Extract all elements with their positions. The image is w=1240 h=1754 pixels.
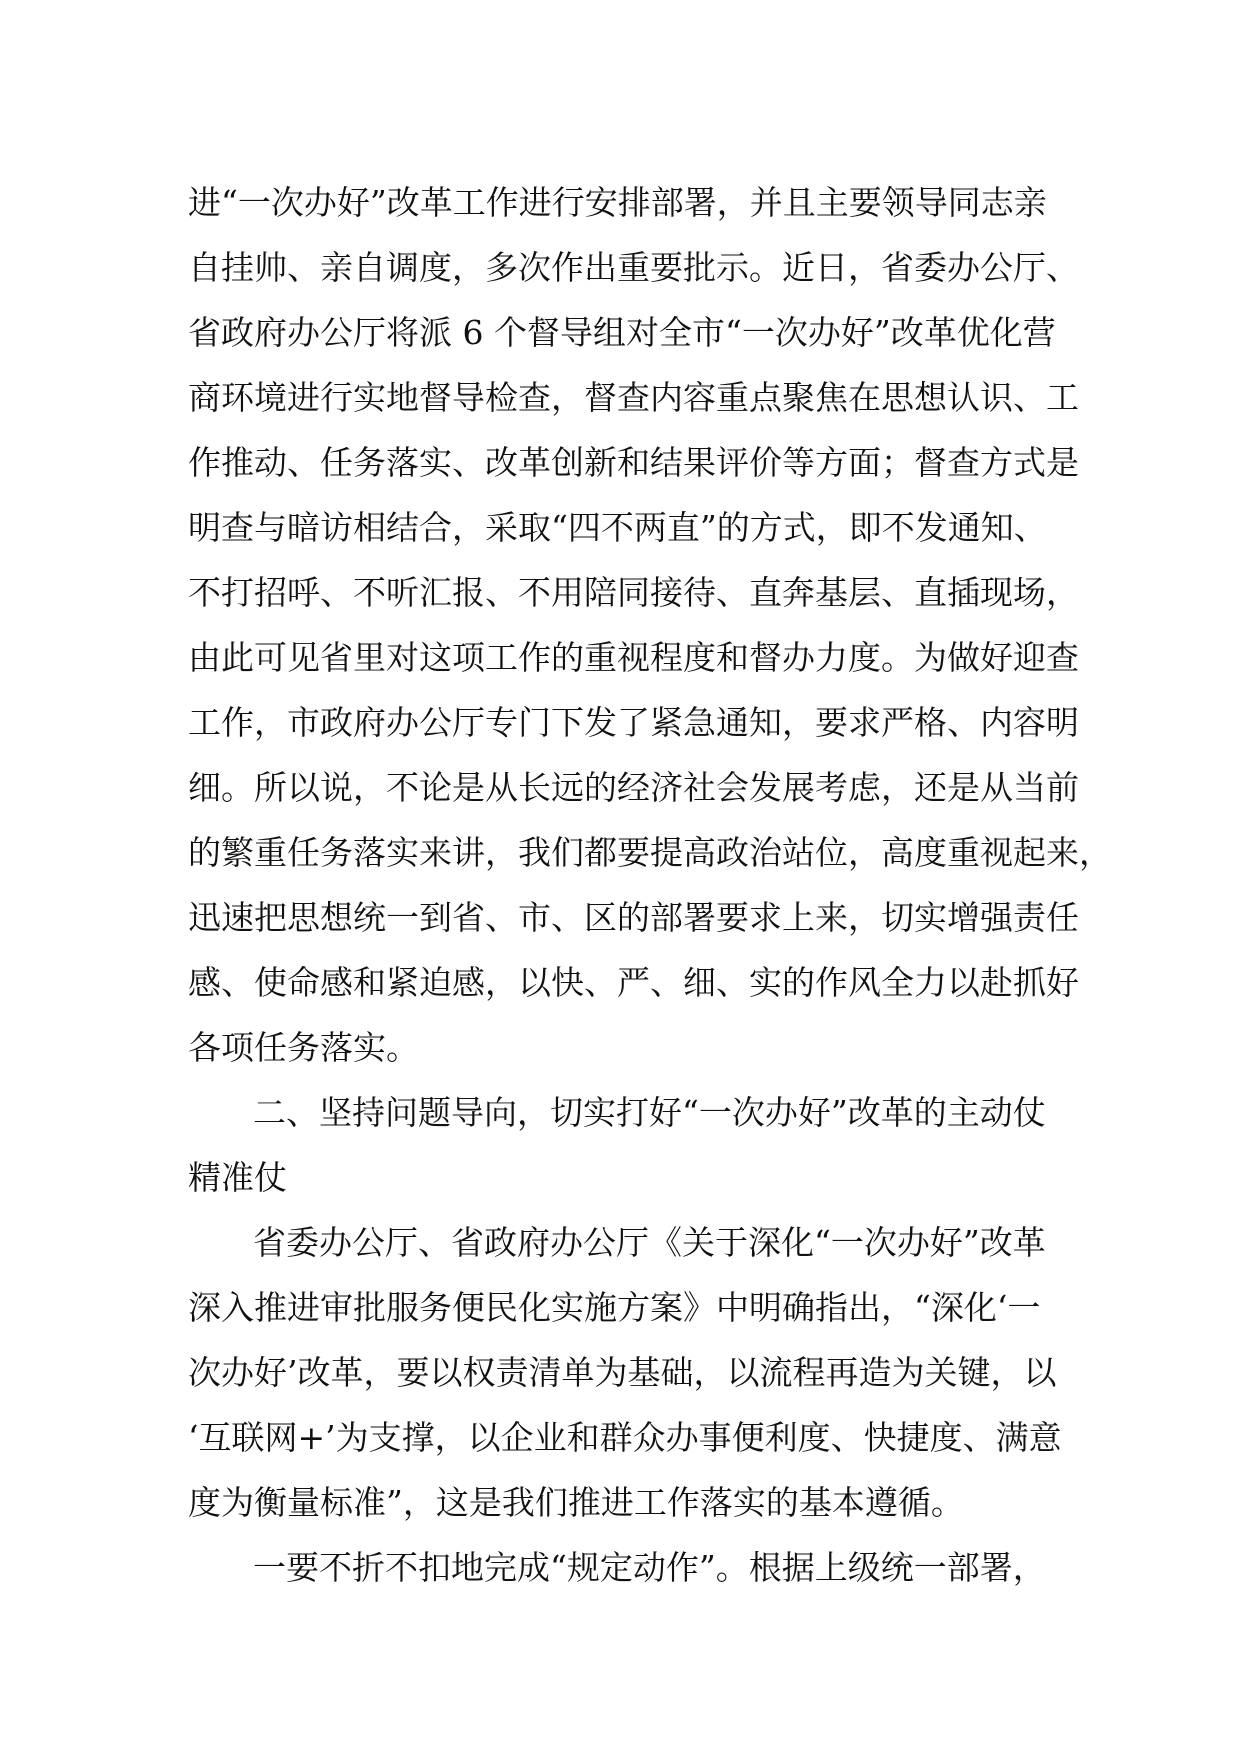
text-line: 的繁重任务落实来讲，我们都要提高政治站位，高度重视起来， [188, 833, 1112, 872]
section-heading-continuation: 精准仗 [188, 1158, 287, 1197]
text-line: 商环境进行实地督导检查，督查内容重点聚焦在思想认识、工 [188, 378, 1079, 417]
text-line: 进“一次办好”改革工作进行安排部署，并且主要领导同志亲 [188, 183, 1047, 222]
text-line: 作推动、任务落实、改革创新和结果评价等方面；督查方式是 [188, 443, 1079, 482]
text-line: 明查与暗访相结合，采取“四不两直”的方式，即不发通知、 [188, 508, 1047, 547]
section-heading: 二、坚持问题导向，切实打好“一次办好”改革的主动仗 [253, 1093, 1046, 1132]
text-line: 感、使命感和紧迫感，以快、严、细、实的作风全力以赴抓好 [188, 963, 1079, 1002]
text-line: 度为衡量标准”，这是我们推进工作落实的基本遵循。 [188, 1483, 964, 1522]
text-line: 一要不折不扣地完成“规定动作”。根据上级统一部署， [253, 1548, 1046, 1587]
body-text [188, 170, 1112, 1600]
text-line: 各项任务落实。 [188, 1028, 419, 1067]
text-line: 深入推进审批服务便民化实施方案》中明确指出，“深化‘一 [188, 1288, 1041, 1327]
text-line: 迅速把思想统一到省、市、区的部署要求上来，切实增强责任 [188, 898, 1079, 937]
text-line: 自挂帅、亲自调度，多次作出重要批示。近日，省委办公厅、 [188, 248, 1079, 287]
text-line: 细。所以说，不论是从长远的经济社会发展考虑，还是从当前 [188, 768, 1079, 807]
text-line: 不打招呼、不听汇报、不用陪同接待、直奔基层、直插现场， [188, 573, 1079, 612]
text-line: 工作，市政府办公厅专门下发了紧急通知，要求严格、内容明 [188, 703, 1079, 742]
text-line: 由此可见省里对这项工作的重视程度和督办力度。为做好迎查 [188, 638, 1079, 677]
text-line: ‘互联网+’为支撑，以企业和群众办事便利度、快捷度、满意 [188, 1418, 1062, 1457]
text-line: 次办好’改革，要以权责清单为基础，以流程再造为关键，以 [188, 1353, 1057, 1392]
text-line: 省委办公厅、省政府办公厅《关于深化“一次办好”改革 [253, 1223, 1046, 1262]
text-line: 省政府办公厅将派 6 个督导组对全市“一次办好”改革优化营 [188, 313, 1056, 352]
